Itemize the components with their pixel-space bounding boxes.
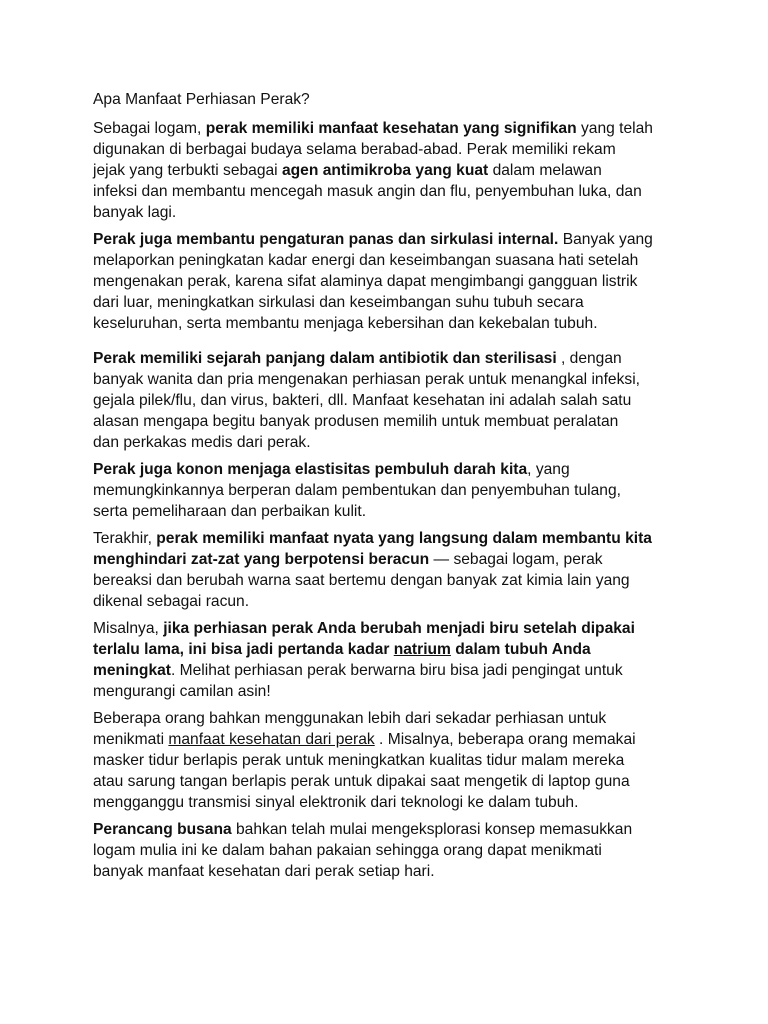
paragraph-5 [93, 528, 683, 612]
text-run: melaporkan peningkatan kadar energi dan keseimbangan suasana hati setelah [93, 252, 639, 269]
text-line [93, 708, 683, 729]
text-run: . Melihat perhiasan perak berwarna biru bisa jadi pengingat untuk [170, 662, 623, 679]
paragraph-2 [93, 229, 683, 334]
bold-text: Perancang busana [93, 821, 232, 838]
text-run: — sebagai logam, perak [429, 551, 603, 568]
text-run: bereaksi dan berubah warna saat bertemu dengan banyak zat kimia lain yang [93, 572, 630, 589]
text-run: Terakhir, [93, 530, 157, 547]
text-run: menikmati [93, 731, 169, 748]
bold-text: perak memiliki manfaat nyata yang langsung dalam membantu kita [156, 530, 652, 547]
text-run: dan perkakas medis dari perak. [93, 434, 311, 451]
text-run: infeksi dan membantu mencegah masuk angin dan flu, penyembuhan luka, dan [93, 183, 642, 200]
text-run: Sebagai logam, [93, 120, 206, 137]
text-line [93, 570, 683, 591]
text-run: jejak yang terbukti sebagai [93, 162, 282, 179]
bold-text: dalam tubuh Anda [450, 641, 591, 658]
text-run: dari luar, meningkatkan sirkulasi dan keseimbangan suhu tubuh secara [93, 294, 584, 311]
document-page [93, 89, 683, 888]
text-line [93, 411, 683, 432]
text-run: mengganggu transmisi sinyal elektronik dari teknologi ke dalam tubuh. [93, 794, 579, 811]
text-line [93, 501, 683, 522]
text-run: gejala pilek/flu, dan virus, bakteri, dll. Manfaat kesehatan ini adalah salah satu [93, 392, 632, 409]
text-line [93, 660, 683, 681]
text-line [93, 369, 683, 390]
text-line [93, 729, 683, 750]
bold-text: perak memiliki manfaat kesehatan yang signifikan [205, 120, 577, 137]
bold-text: natrium [393, 641, 451, 658]
paragraph-4 [93, 459, 683, 522]
text-line [93, 292, 683, 313]
text-line [93, 139, 683, 160]
text-line [93, 348, 683, 369]
text-run: keseluruhan, serta membantu menjaga kebersihan dan kekebalan tubuh. [93, 315, 598, 332]
text-run: logam mulia ini ke dalam bahan pakaian sehingga orang dapat menikmati [93, 842, 602, 859]
text-line [93, 390, 683, 411]
text-run: bahkan telah mulai mengeksplorasi konsep memasukkan [231, 821, 633, 838]
text-run: banyak manfaat kesehatan dari perak setiap hari. [93, 863, 435, 880]
text-run: alasan mengapa begitu banyak produsen memilih untuk membuat peralatan [93, 413, 619, 430]
text-run: Misalnya, [93, 620, 164, 637]
text-run: banyak lagi. [93, 204, 177, 221]
text-line [93, 528, 683, 549]
bold-text: meningkat [93, 662, 171, 679]
text-run: dikenal sebagai racun. [93, 593, 250, 610]
paragraph-7 [93, 708, 683, 813]
health-benefits-link[interactable]: manfaat kesehatan dari perak [168, 731, 375, 748]
text-line [93, 750, 683, 771]
text-line [93, 861, 683, 882]
text-line [93, 771, 683, 792]
bold-text: agen antimikroba yang kuat [281, 162, 489, 179]
text-line [93, 229, 683, 250]
text-line [93, 432, 683, 453]
text-run: yang telah [576, 120, 653, 137]
text-line [93, 480, 683, 501]
text-run: atau sarung tangan berlapis perak untuk dipakai saat mengetik di laptop guna [93, 773, 630, 790]
text-run: , yang [527, 461, 570, 478]
text-line [93, 639, 683, 660]
text-line [93, 681, 683, 702]
text-line [93, 202, 683, 223]
text-line [93, 160, 683, 181]
text-run: Banyak yang [558, 231, 653, 248]
text-line [93, 313, 683, 334]
text-line [93, 819, 683, 840]
text-run: , dengan [556, 350, 622, 367]
bold-text: Perak memiliki sejarah panjang dalam antibiotik dan sterilisasi [93, 350, 557, 367]
text-run: dalam melawan [488, 162, 602, 179]
text-line [93, 118, 683, 139]
text-line [93, 181, 683, 202]
text-run: banyak wanita dan pria mengenakan perhiasan perak untuk menangkal infeksi, [93, 371, 640, 388]
bold-text: jika perhiasan perak Anda berubah menjadi biru setelah dipakai [163, 620, 635, 637]
document-title: Apa Manfaat Perhiasan Perak? [93, 91, 310, 108]
text-run: mengurangi camilan asin! [93, 683, 271, 700]
paragraph-3 [93, 348, 683, 453]
paragraph-1 [93, 118, 683, 223]
text-run: Beberapa orang bahkan menggunakan lebih dari sekadar perhiasan untuk [93, 710, 607, 727]
text-run: serta pemeliharaan dan perbaikan kulit. [93, 503, 367, 520]
text-line [93, 271, 683, 292]
paragraph-6 [93, 618, 683, 702]
bold-text: Perak juga membantu pengaturan panas dan sirkulasi internal. [93, 231, 559, 248]
text-line [93, 459, 683, 480]
bold-text: Perak juga konon menjaga elastisitas pembuluh darah kita [93, 461, 528, 478]
document-body [93, 118, 683, 882]
text-line [93, 250, 683, 271]
text-line [93, 792, 683, 813]
text-run: digunakan di berbagai budaya selama berabad-abad. Perak memiliki rekam [93, 141, 616, 158]
text-line [93, 840, 683, 861]
bold-text: terlalu lama, ini bisa jadi pertanda kadar [93, 641, 394, 658]
text-run: mengenakan perak, karena sifat alaminya dapat mengimbangi gangguan listrik [93, 273, 638, 290]
text-line [93, 618, 683, 639]
bold-text: menghindari zat-zat yang berpotensi beracun [93, 551, 430, 568]
text-run: . Misalnya, beberapa orang memakai [374, 731, 636, 748]
text-line [93, 549, 683, 570]
paragraph-8 [93, 819, 683, 882]
text-run: masker tidur berlapis perak untuk meningkatkan kualitas tidur malam mereka [93, 752, 625, 769]
text-line [93, 591, 683, 612]
text-run: memungkinkannya berperan dalam pembentukan dan penyembuhan tulang, [93, 482, 621, 499]
